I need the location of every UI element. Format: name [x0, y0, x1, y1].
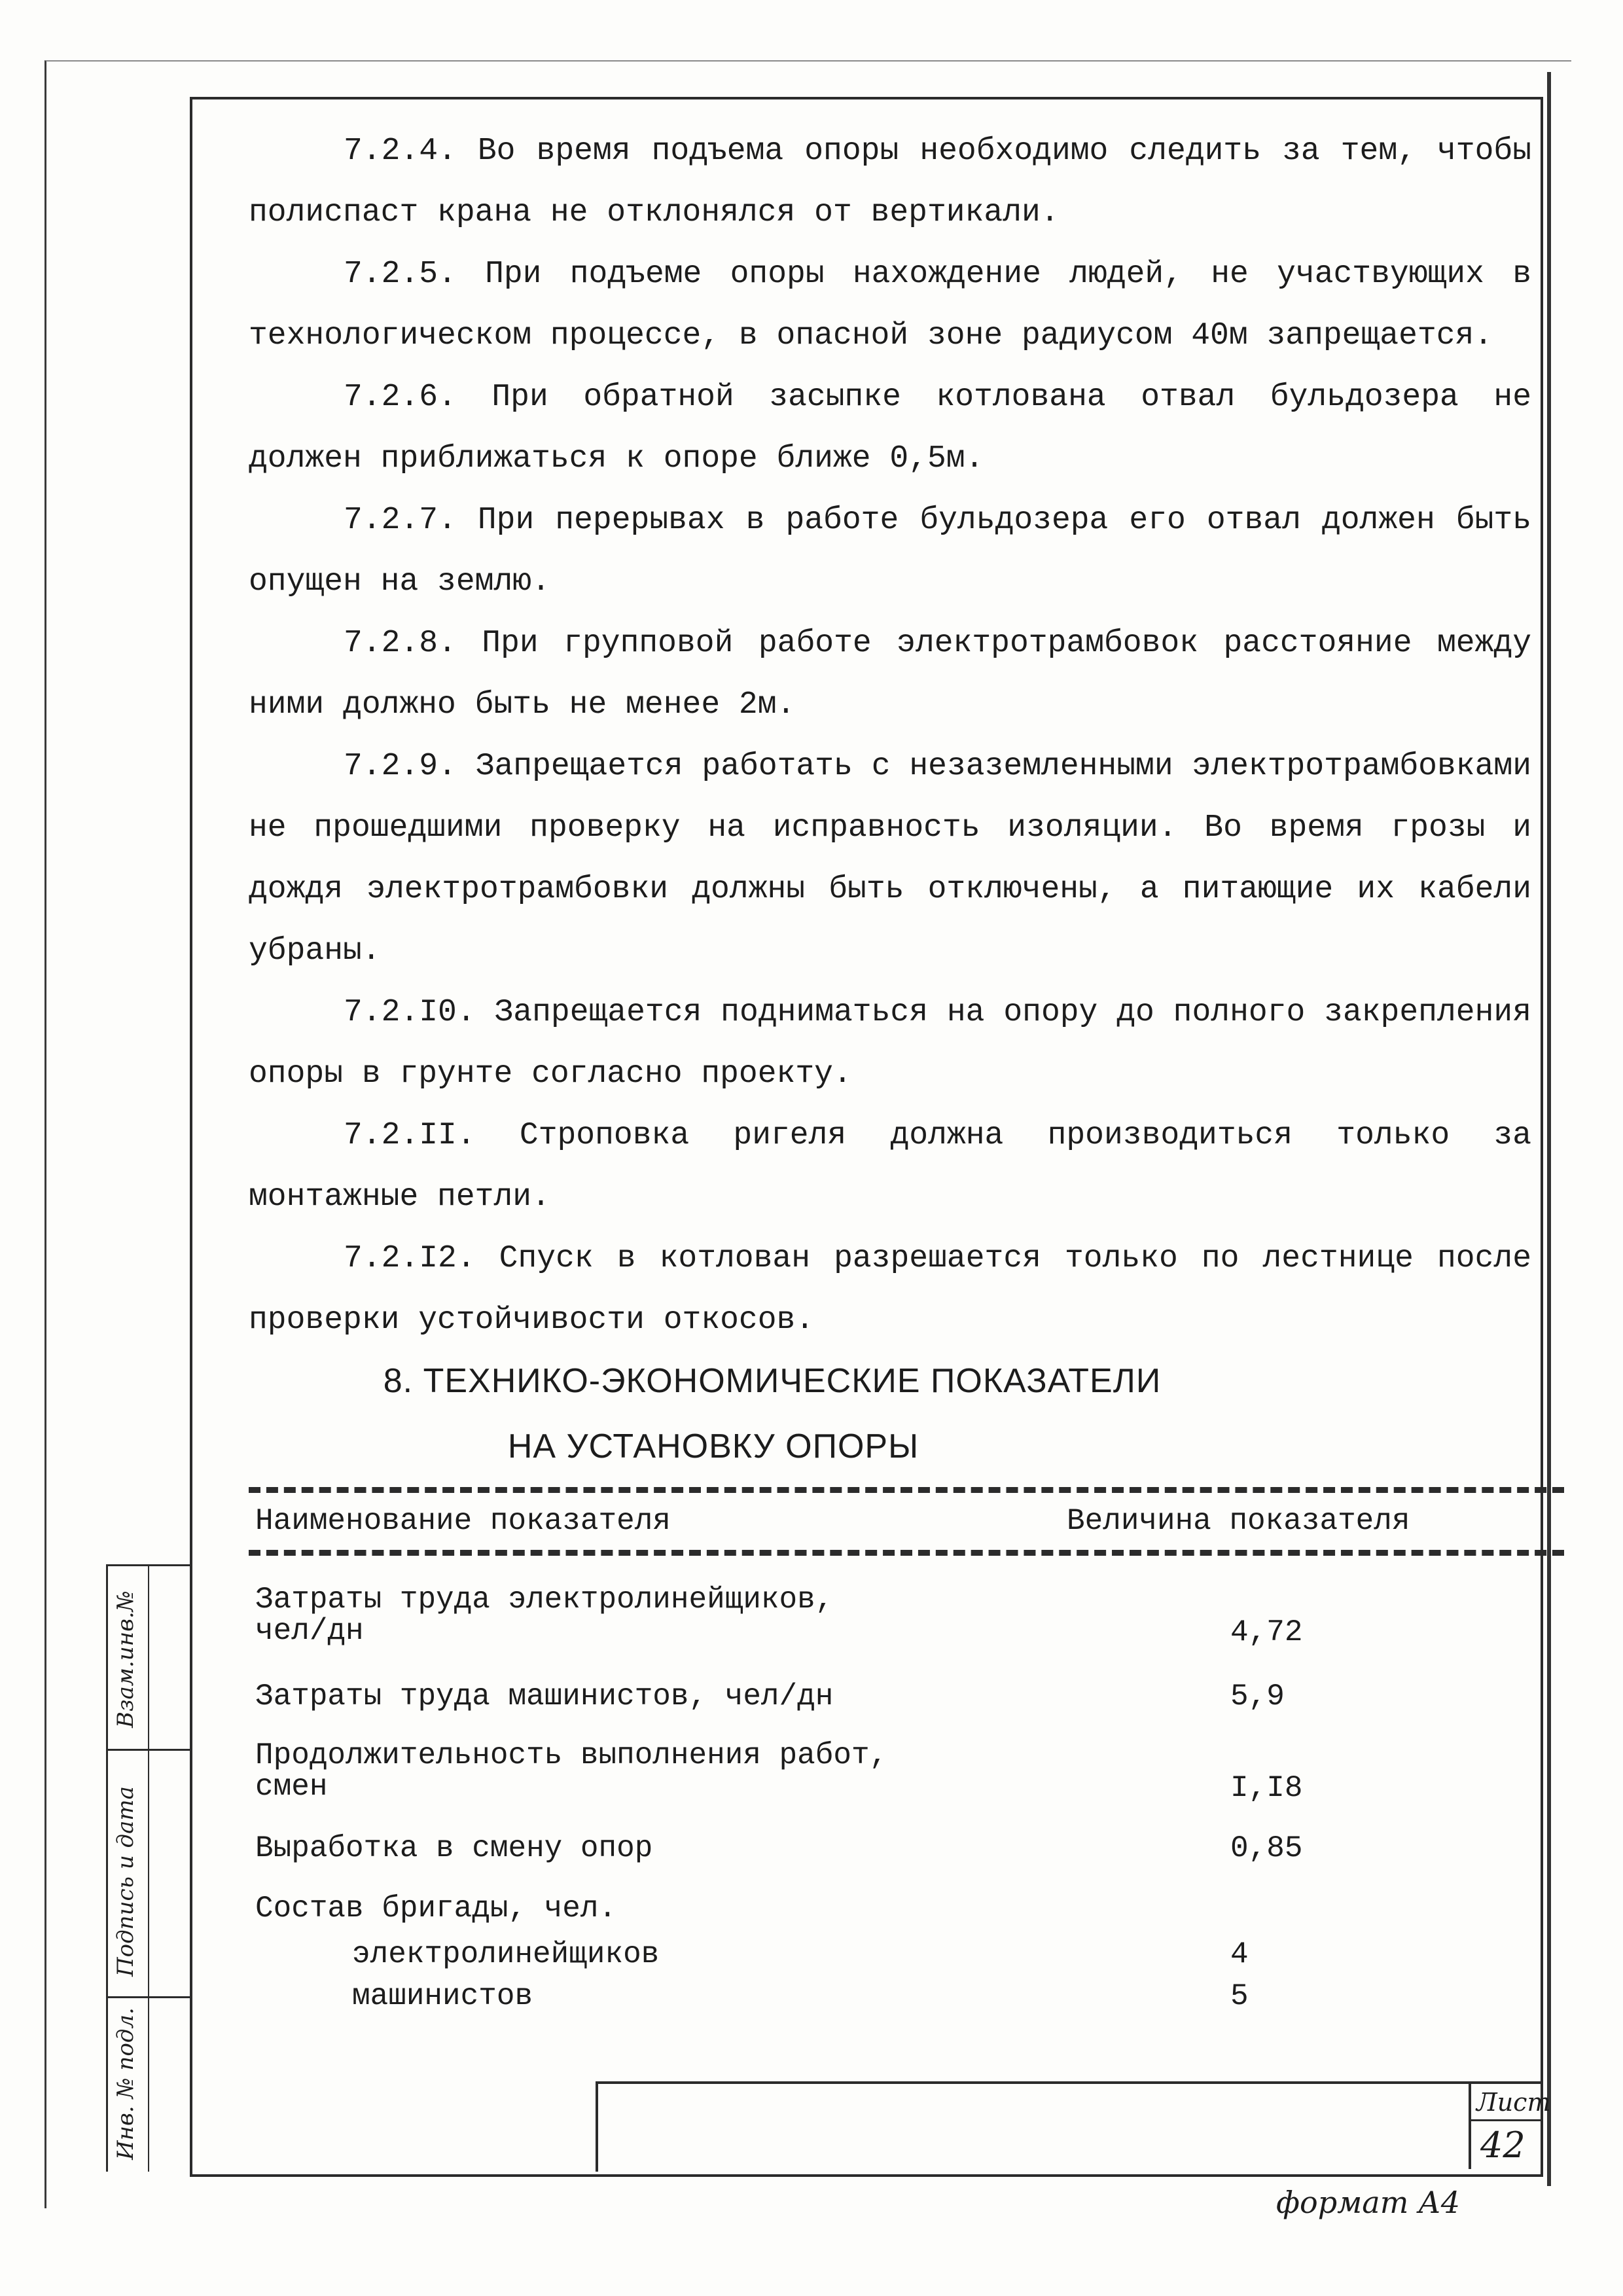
paragraph-7-2-4: 7.2.4. Во время подъема опоры необходимо следить за тем, чтобы полиспаст крана не отклонялся от вертикали. [249, 134, 1531, 230]
sheet-box-divider [1469, 2119, 1541, 2121]
table-row-value: 4 [1230, 1937, 1249, 1971]
table-header-value: Величина показателя [1067, 1504, 1410, 1538]
title-block [596, 2081, 1543, 2172]
side-stamp-inv-orig: Инв. № подл. [113, 2007, 139, 2160]
table-row-name: Затраты труда электролинейщиков, чел/дн [255, 1583, 834, 1648]
right-frame-edge [1547, 72, 1551, 2186]
table-header-name: Наименование показателя [255, 1504, 671, 1538]
table-row-name: Затраты труда машинистов, чел/дн [255, 1679, 834, 1713]
section-title-line1: 8. ТЕХНИКО-ЭКОНОМИЧЕСКИЕ ПОКАЗАТЕЛИ [383, 1362, 1162, 1400]
section-title-line2: НА УСТАНОВКУ ОПОРЫ [507, 1427, 919, 1465]
table-row-name: Продолжительность выполнения работ, смен [255, 1738, 888, 1804]
sheet-label: Лист [1476, 2088, 1551, 2117]
table-row-name: Состав бригады, чел. [255, 1892, 617, 1926]
table-row-name: Выработка в смену опор [255, 1831, 653, 1865]
format-note: формат А4 [1276, 2185, 1461, 2220]
paragraph-7-2-8: 7.2.8. При групповой работе электротрамбовок расстояние между ними должно быть не менее 2м. [249, 626, 1531, 723]
paragraph-7-2-10: 7.2.I0. Запрещается подниматься на опору до полного закрепления опоры в грунте согласно проекту. [249, 995, 1531, 1092]
table-row-value: 0,85 [1230, 1831, 1303, 1865]
paragraph-7-2-9: 7.2.9. Запрещается работать с незаземленными электротрамбовками не прошедшими проверку на исправность изоляции. Во время грозы и дождя электротрамбовки должны быть отключены, а питающие их кабели убраны. [249, 749, 1531, 969]
table-row-value: 5 [1230, 1979, 1249, 2013]
side-stamp-rule [106, 1564, 190, 1566]
table-row-value: 5,9 [1230, 1679, 1285, 1713]
paragraph-7-2-7: 7.2.7. При перерывах в работе бульдозера его отвал должен быть опущен на землю. [249, 503, 1531, 600]
table-header-rule [249, 1550, 1564, 1556]
table-row-value: 4,72 [1230, 1615, 1303, 1649]
table-top-rule [249, 1487, 1564, 1493]
side-stamp-rule [106, 1996, 190, 1998]
table-row-name: электролинейщиков [352, 1937, 660, 1971]
paragraph-7-2-12: 7.2.I2. Спуск в котлован разрешается только по лестнице после проверки устойчивости откосов. [249, 1241, 1531, 1338]
paragraph-7-2-6: 7.2.6. При обратной засыпке котлована отвал бульдозера не должен приближаться к опоре ближе 0,5м. [249, 380, 1531, 476]
paragraph-7-2-11: 7.2.II. Строповка ригеля должна производиться только за монтажные петли. [249, 1118, 1531, 1215]
side-stamp-divider [148, 1564, 149, 2172]
paragraph-7-2-5: 7.2.5. При подъеме опоры нахождение людей, не участвующих в технологическом процессе, в опасной зоне радиусом 40м запрещается. [249, 257, 1531, 353]
table-row-value: I,I8 [1230, 1771, 1303, 1805]
side-stamp-signature-date: Подпись и дата [113, 1786, 139, 1977]
table-row-name: машинистов [352, 1979, 533, 2013]
side-stamp-replaced-inv: Взам.инв.№ [113, 1590, 139, 1728]
sheet-number: 42 [1480, 2125, 1525, 2166]
side-stamp-rule [106, 1749, 190, 1751]
